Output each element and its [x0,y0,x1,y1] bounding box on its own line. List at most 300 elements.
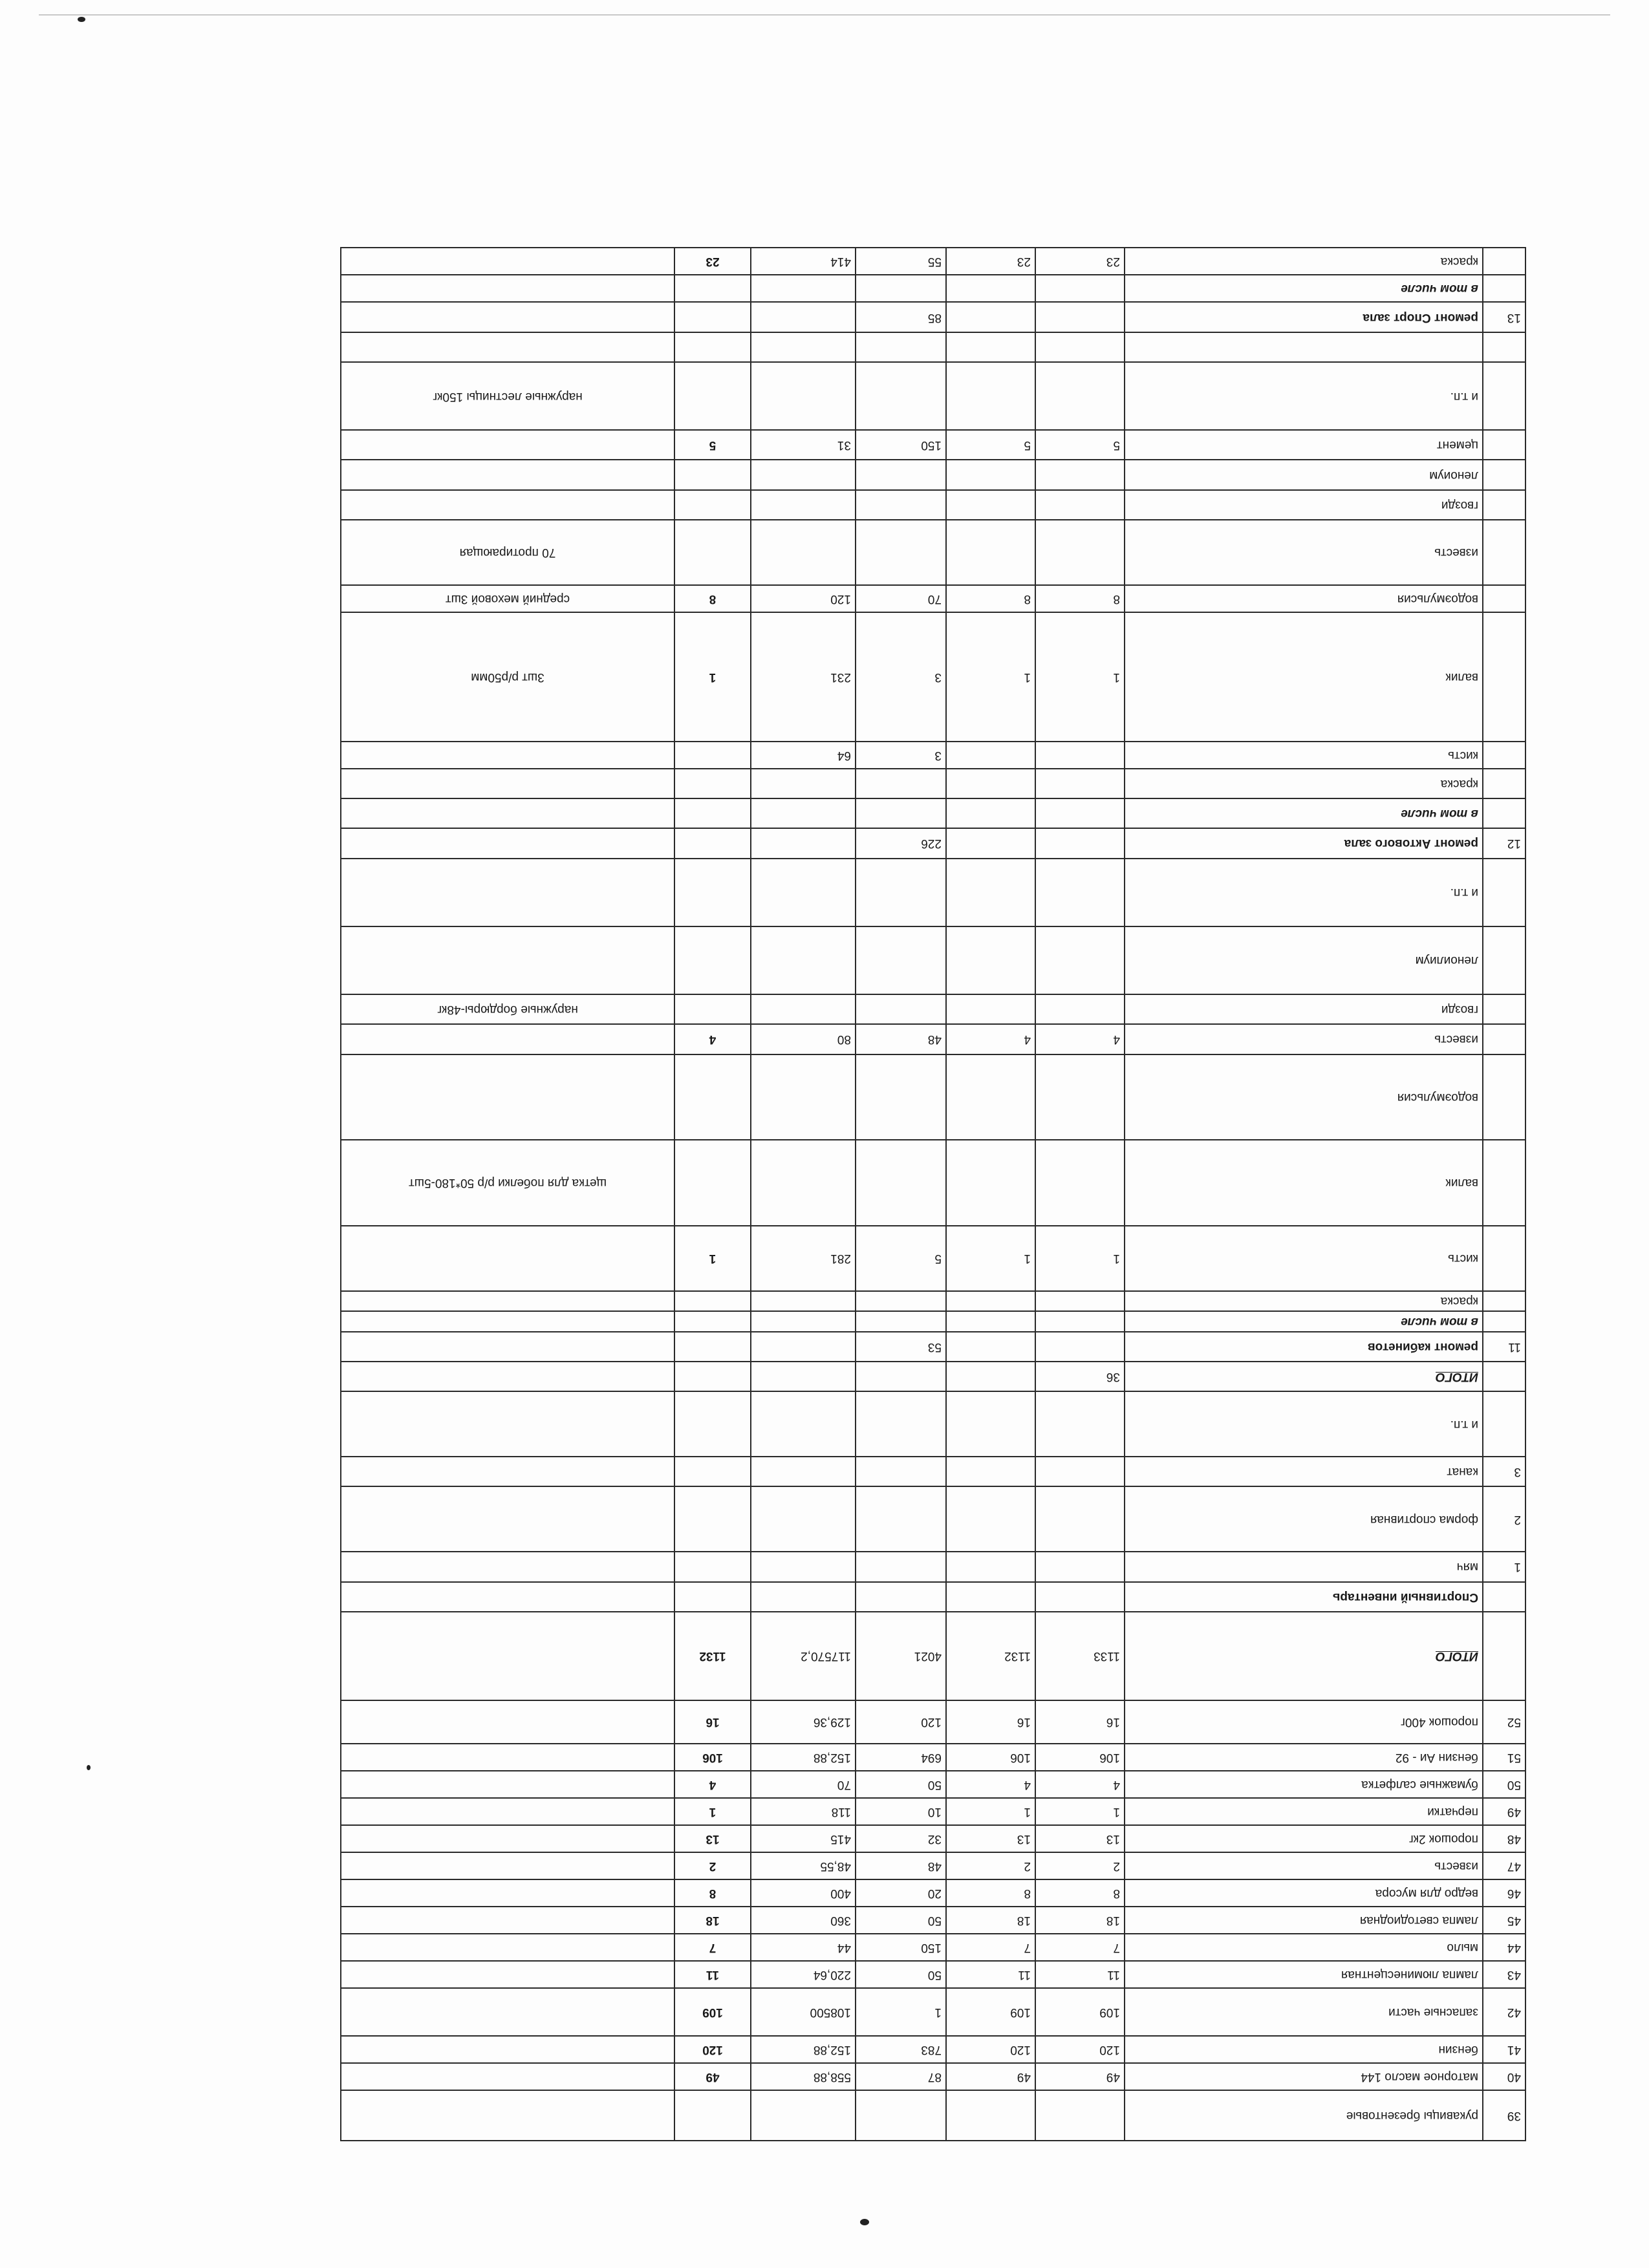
cell-qty-b: 106 [946,1744,1035,1771]
table-row [341,769,1525,798]
cell-qty-c: 694 [856,1744,946,1771]
cell-note [341,460,674,489]
cell-note: 70 протирающая [341,520,674,585]
cell-price [751,1582,856,1612]
cell-item-name: известь [1125,520,1483,585]
cell-number: 41 [1483,2036,1525,2063]
cell-qty-a [1035,859,1125,926]
cell-qty-a: 36 [1035,1362,1125,1391]
cell-price [751,460,856,489]
cell-qty-c [856,1582,946,1612]
cell-qty-a [1035,1391,1125,1457]
cell-number [1483,612,1525,742]
cell-qty-b [946,742,1035,769]
cell-item-name: ремонт Актового зала [1125,828,1483,858]
cell-qty-c [856,1054,946,1140]
cell-number [1483,994,1525,1024]
cell-price: 414 [751,248,856,275]
cell-item-name: в том числе [1125,798,1483,828]
cell-note: 3шт р/р50мм [341,612,674,742]
table-row [341,332,1525,362]
cell-number: 11 [1483,1332,1525,1362]
cell-price: 558,88 [751,2063,856,2090]
cell-number [1483,798,1525,828]
cell-qty-e [674,926,751,994]
cell-number [1483,769,1525,798]
cell-qty-c: 87 [856,2063,946,2090]
cell-qty-e [674,1291,751,1312]
cell-qty-c: 4021 [856,1612,946,1700]
cell-item-name: кисть [1125,742,1483,769]
cell-qty-e: 1 [674,1798,751,1825]
cell-qty-a [1035,490,1125,520]
cell-qty-c: 50 [856,1907,946,1934]
cell-number: 12 [1483,828,1525,858]
cell-price [751,926,856,994]
cell-note [341,1332,674,1362]
cell-qty-b: 1 [946,1798,1035,1825]
cell-price [751,859,856,926]
cell-qty-b [946,1486,1035,1552]
cell-qty-a [1035,1486,1125,1552]
cell-qty-c: 150 [856,430,946,460]
cell-note [341,769,674,798]
cell-price [751,1311,856,1332]
cell-note [341,1291,674,1312]
cell-price [751,1054,856,1140]
cell-price [751,1457,856,1486]
cell-qty-c: 1 [856,1988,946,2036]
table-row [341,1798,1525,1825]
cell-qty-e: 8 [674,585,751,612]
cell-note [341,1582,674,1612]
cell-qty-c [856,994,946,1024]
table-row [341,1391,1525,1457]
cell-qty-e [674,490,751,520]
cell-qty-a: 4 [1035,1024,1125,1054]
cell-qty-b [946,460,1035,489]
cell-qty-b [946,303,1035,332]
cell-item-name: бензин [1125,2036,1483,2063]
cell-qty-e [674,1552,751,1581]
cell-qty-c: 50 [856,1961,946,1988]
cell-number [1483,1226,1525,1291]
table-row [341,2063,1525,2090]
cell-item-name: гвозди [1125,994,1483,1024]
cell-qty-a [1035,1457,1125,1486]
cell-qty-b: 4 [946,1024,1035,1054]
table-row [341,1362,1525,1391]
cell-qty-e [674,742,751,769]
cell-qty-b [946,520,1035,585]
cell-price: 120 [751,585,856,612]
cell-qty-a: 13 [1035,1825,1125,1852]
cell-price: 80 [751,1024,856,1054]
table-row [341,1226,1525,1291]
cell-qty-a [1035,742,1125,769]
cell-item-name: порошок 2кг [1125,1825,1483,1852]
cell-item-name: мыло [1125,1934,1483,1961]
cell-qty-b: 120 [946,2036,1035,2063]
cell-price: 108500 [751,1988,856,2036]
cell-qty-a [1035,520,1125,585]
cell-price: 44 [751,1934,856,1961]
cell-qty-c: 10 [856,1798,946,1825]
cell-number [1483,926,1525,994]
cell-qty-e [674,520,751,585]
table-row [341,798,1525,828]
cell-qty-a [1035,1552,1125,1581]
cell-qty-c [856,1291,946,1312]
cell-qty-b [946,1140,1035,1226]
cell-item-name: известь [1125,1852,1483,1879]
cell-qty-b [946,1362,1035,1391]
cell-qty-e: 7 [674,1934,751,1961]
cell-qty-e [674,275,751,302]
cell-qty-e [674,994,751,1024]
table-row [341,1961,1525,1988]
cell-number [1483,362,1525,430]
cell-note [341,742,674,769]
cell-note [341,275,674,302]
cell-qty-b [946,490,1035,520]
cell-qty-e [674,460,751,489]
cell-qty-c: 53 [856,1332,946,1362]
cell-qty-a: 8 [1035,585,1125,612]
table-row [341,490,1525,520]
cell-note [341,430,674,460]
cell-qty-a: 18 [1035,1907,1125,1934]
cell-number [1483,332,1525,362]
cell-price: 117570,2 [751,1612,856,1700]
cell-note [341,1552,674,1581]
cell-note [341,248,674,275]
cell-item-name: и т.п. [1125,1391,1483,1457]
cell-qty-a: 106 [1035,1744,1125,1771]
cell-number [1483,859,1525,926]
cell-qty-e: 5 [674,430,751,460]
cell-item-name: леноилиум [1125,926,1483,994]
table-row [341,1332,1525,1362]
cell-qty-c: 50 [856,1771,946,1798]
cell-price [751,1391,856,1457]
cell-note [341,490,674,520]
cell-item-name: валик [1125,1140,1483,1226]
cell-note [341,1744,674,1771]
cell-qty-c [856,926,946,994]
cell-note [341,1988,674,2036]
scan-top-edge-line [39,14,1610,16]
table-row [341,248,1525,275]
cell-qty-c: 55 [856,248,946,275]
cell-qty-a [1035,828,1125,858]
cell-number [1483,520,1525,585]
cell-item-name: мяч [1125,1552,1483,1581]
cell-item-name: в том числе [1125,1311,1483,1332]
cell-qty-b: 11 [946,1961,1035,1988]
cell-qty-c [856,1140,946,1226]
cell-qty-c [856,460,946,489]
cell-qty-b: 4 [946,1771,1035,1798]
cell-qty-b: 16 [946,1700,1035,1744]
cell-item-name: рукавицы брезентовые [1125,2090,1483,2141]
cell-qty-e: 4 [674,1771,751,1798]
cell-qty-c: 226 [856,828,946,858]
cell-note [341,1054,674,1140]
cell-qty-a [1035,303,1125,332]
cell-number: 43 [1483,1961,1525,1988]
cell-qty-b: 2 [946,1852,1035,1879]
cell-item-name: лампа люминесцентная [1125,1961,1483,1988]
cell-qty-b: 1132 [946,1612,1035,1700]
cell-price [751,1552,856,1581]
cell-price: 400 [751,1879,856,1907]
table-row [341,994,1525,1024]
cell-qty-c [856,859,946,926]
cell-qty-a [1035,1054,1125,1140]
table-row [341,1552,1525,1581]
cell-price: 129,36 [751,1700,856,1744]
table-row [341,2036,1525,2063]
cell-note [341,1934,674,1961]
cell-item-name: и т.п. [1125,362,1483,430]
cell-qty-a: 5 [1035,430,1125,460]
table-row [341,612,1525,742]
cell-qty-a [1035,460,1125,489]
cell-price [751,798,856,828]
cell-price [751,1362,856,1391]
cell-qty-a: 49 [1035,2063,1125,2090]
cell-number [1483,1291,1525,1312]
table-row [341,520,1525,585]
cell-price: 220,64 [751,1961,856,1988]
cell-item-name: краска [1125,248,1483,275]
cell-qty-e: 1 [674,1226,751,1291]
cell-note [341,2063,674,2090]
cell-number: 48 [1483,1825,1525,1852]
cell-price [751,1291,856,1312]
cell-qty-c [856,490,946,520]
scan-speck [860,2219,869,2225]
cell-item-name: краска [1125,1291,1483,1312]
cell-qty-c [856,520,946,585]
cell-note [341,1311,674,1332]
cell-qty-a: 11 [1035,1961,1125,1988]
cell-note [341,1907,674,1934]
cell-number [1483,1140,1525,1226]
table-row [341,1825,1525,1852]
cell-number [1483,430,1525,460]
table-row [341,430,1525,460]
cell-item-name [1125,332,1483,362]
cell-qty-e: 120 [674,2036,751,2063]
cell-qty-a: 8 [1035,1879,1125,1907]
cell-qty-c [856,1362,946,1391]
cell-number: 46 [1483,1879,1525,1907]
cell-qty-a [1035,926,1125,994]
cell-note [341,332,674,362]
cell-qty-c: 5 [856,1226,946,1291]
table-row [341,460,1525,489]
cell-note: наружные лестницы 150кг [341,362,674,430]
cell-qty-b: 23 [946,248,1035,275]
table-row [341,1054,1525,1140]
cell-qty-b: 7 [946,1934,1035,1961]
cell-qty-c: 85 [856,303,946,332]
cell-qty-b [946,1391,1035,1457]
cell-price: 152,88 [751,2036,856,2063]
cell-number: 45 [1483,1907,1525,1934]
cell-qty-a [1035,798,1125,828]
cell-note [341,2090,674,2141]
cell-qty-a: 7 [1035,1934,1125,1961]
cell-number: 2 [1483,1486,1525,1552]
cell-price [751,769,856,798]
table-row [341,742,1525,769]
table-row [341,303,1525,332]
cell-qty-c: 783 [856,2036,946,2063]
cell-number: 40 [1483,2063,1525,2090]
cell-item-name: запасные части [1125,1988,1483,2036]
cell-number: 1 [1483,1552,1525,1581]
cell-price [751,520,856,585]
table-row [341,926,1525,994]
cell-qty-e: 1 [674,612,751,742]
cell-number [1483,1054,1525,1140]
cell-number [1483,1024,1525,1054]
cell-item-name: и т.п. [1125,859,1483,926]
cell-item-name: гвозди [1125,490,1483,520]
cell-qty-c: 3 [856,612,946,742]
cell-item-name: известь [1125,1024,1483,1054]
cell-qty-e: 23 [674,248,751,275]
cell-qty-b [946,1582,1035,1612]
cell-qty-c [856,1552,946,1581]
cell-price [751,362,856,430]
cell-qty-a: 23 [1035,248,1125,275]
cell-qty-e: 106 [674,1744,751,1771]
cell-qty-c [856,2090,946,2141]
cell-note [341,828,674,858]
cell-qty-b [946,828,1035,858]
cell-qty-a [1035,2090,1125,2141]
cell-price: 415 [751,1825,856,1852]
cell-note [341,1024,674,1054]
cell-item-name: водоэмульсия [1125,1054,1483,1140]
cell-item-name: ИТОГО [1125,1612,1483,1700]
table-row [341,1988,1525,2036]
cell-qty-e [674,1140,751,1226]
table-body [341,248,1525,2141]
cell-item-name: ведро для мусора [1125,1879,1483,1907]
cell-item-name: цемент [1125,430,1483,460]
rotated-table-sheet [341,247,1526,2141]
cell-number [1483,1311,1525,1332]
cell-qty-c [856,1457,946,1486]
table-row [341,1934,1525,1961]
cell-note [341,1798,674,1825]
cell-qty-e: 109 [674,1988,751,2036]
cell-qty-c [856,1311,946,1332]
cell-qty-b: 18 [946,1907,1035,1934]
cell-qty-b: 1 [946,1226,1035,1291]
cell-qty-c [856,362,946,430]
cell-qty-a [1035,275,1125,302]
cell-price: 48,55 [751,1852,856,1879]
cell-note [341,1961,674,1988]
cell-qty-e [674,828,751,858]
table-row [341,1700,1525,1744]
cell-item-name: ремонт кабинетов [1125,1332,1483,1362]
cell-note: щетка для побелки р/р 50*180-5шт [341,1140,674,1226]
cell-qty-a [1035,994,1125,1024]
cell-qty-a [1035,1140,1125,1226]
cell-number: 39 [1483,2090,1525,2141]
cell-qty-c: 48 [856,1852,946,1879]
cell-qty-e [674,1311,751,1332]
cell-qty-c [856,1486,946,1552]
cell-qty-b [946,994,1035,1024]
cell-number: 44 [1483,1934,1525,1961]
table-row [341,2090,1525,2141]
cell-item-name: канат [1125,1457,1483,1486]
cell-qty-b: 1 [946,612,1035,742]
cell-qty-b: 8 [946,1879,1035,1907]
cell-qty-c [856,332,946,362]
table-row [341,1771,1525,1798]
cell-qty-e [674,1391,751,1457]
cell-qty-a: 1 [1035,1226,1125,1291]
table-row [341,828,1525,858]
table-row [341,1852,1525,1879]
cell-price: 31 [751,430,856,460]
cell-price [751,490,856,520]
cell-qty-a: 1133 [1035,1612,1125,1700]
cell-price [751,1332,856,1362]
scan-speck [87,1765,91,1770]
cell-qty-c: 70 [856,585,946,612]
cell-price: 70 [751,1771,856,1798]
cell-qty-e [674,769,751,798]
cell-note [341,1362,674,1391]
cell-number [1483,742,1525,769]
cell-qty-e: 13 [674,1825,751,1852]
cell-qty-e: 49 [674,2063,751,2090]
cell-qty-a: 1 [1035,1798,1125,1825]
cell-qty-c: 120 [856,1700,946,1744]
cell-note [341,798,674,828]
cell-qty-a [1035,1311,1125,1332]
cell-number [1483,1391,1525,1457]
cell-item-name: бензин Аи - 92 [1125,1744,1483,1771]
cell-price: 360 [751,1907,856,1934]
cell-qty-e: 16 [674,1700,751,1744]
cell-qty-e: 1132 [674,1612,751,1700]
cell-qty-a: 1 [1035,612,1125,742]
cell-number [1483,1612,1525,1700]
table-row [341,1907,1525,1934]
cell-number [1483,585,1525,612]
cell-price [751,994,856,1024]
cell-qty-b [946,798,1035,828]
cell-qty-a [1035,362,1125,430]
cell-qty-c [856,275,946,302]
cell-number [1483,275,1525,302]
cell-qty-b [946,1054,1035,1140]
cell-qty-a [1035,1332,1125,1362]
cell-qty-a [1035,769,1125,798]
cell-price [751,2090,856,2141]
